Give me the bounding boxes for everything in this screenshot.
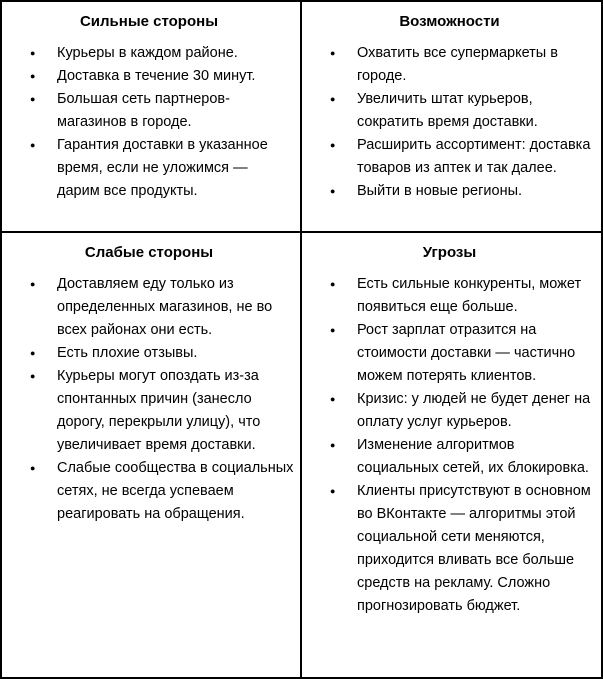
bullet-icon: ●	[330, 440, 336, 450]
list-item	[330, 480, 595, 618]
bullet-icon: ●	[330, 279, 336, 289]
list-item-text: Доставка в течение 30 минут.	[57, 68, 256, 84]
list-item-text: Увеличить штат курьеров, сократить время доставки.	[357, 91, 538, 130]
quadrant-list-threats	[302, 273, 597, 618]
bullet-icon: ●	[330, 394, 336, 404]
bullet-icon: ●	[330, 94, 336, 104]
list-item-text: Есть сильные конкуренты, может появиться еще больше.	[357, 276, 582, 315]
quadrant-title-weaknesses: Слабые стороны	[84, 244, 214, 261]
list-item-text: Кризис: у людей не будет денег на оплату услуг курьеров.	[357, 391, 591, 430]
bullet-icon: ●	[30, 94, 36, 104]
list-item-text: Охватить все супермаркеты в городе.	[357, 45, 558, 84]
list-item	[330, 42, 595, 88]
list-item	[30, 42, 294, 65]
list-item-text: Расширить ассортимент: доставка товаров из аптек и так далее.	[357, 137, 591, 176]
list-item-text: Слабые сообщества в социальных сетях, не всегда успеваем реагировать на обращения.	[57, 460, 294, 522]
list-item	[330, 388, 595, 434]
quadrant-list-strengths	[2, 42, 296, 203]
list-item	[30, 88, 294, 134]
list-item-text: Гарантия доставки в указанное время, если не уложимся — дарим все продукты.	[57, 137, 268, 199]
list-item-text: Курьеры могут опоздать из-за спонтанных причин (занесло дорогу, перекрыли улицу), что увеличивает время доставки.	[57, 368, 261, 453]
list-item-text: Курьеры в каждом районе.	[57, 45, 238, 61]
quadrant-strengths	[2, 2, 302, 233]
bullet-icon: ●	[30, 140, 36, 150]
list-item-text: Есть плохие отзывы.	[57, 345, 198, 361]
bullet-icon: ●	[30, 463, 36, 473]
list-item-text: Рост зарплат отразится на стоимости доставки — частично можем потерять клиентов.	[357, 322, 576, 384]
bullet-icon: ●	[330, 186, 336, 196]
list-item	[30, 342, 294, 365]
list-item-text: Изменение алгоритмов социальных сетей, их блокировка.	[357, 437, 589, 476]
list-item	[330, 319, 595, 388]
list-item	[330, 180, 595, 203]
list-item-text: Клиенты присутствуют в основном во ВКонтакте — алгоритмы этой социальной сети меняются, приходится вливать все больше средств на рекламу. Сложно прогнозировать бюджет.	[357, 483, 591, 614]
list-item	[30, 273, 294, 342]
bullet-icon: ●	[330, 486, 336, 496]
bullet-icon: ●	[330, 140, 336, 150]
list-item	[30, 65, 294, 88]
list-item	[330, 273, 595, 319]
list-item-text: Большая сеть партнеров-магазинов в городе.	[57, 91, 230, 130]
list-item	[330, 134, 595, 180]
bullet-icon: ●	[330, 48, 336, 58]
list-item-text: Доставляем еду только из определенных магазинов, не во всех районах они есть.	[57, 276, 273, 338]
quadrant-threats	[302, 233, 601, 677]
list-item	[330, 88, 595, 134]
list-item	[30, 134, 294, 203]
bullet-icon: ●	[30, 71, 36, 81]
quadrant-title-opportunities: Возможности	[399, 13, 500, 30]
quadrant-title-strengths: Сильные стороны	[79, 13, 219, 30]
list-item	[330, 434, 595, 480]
quadrant-weaknesses	[2, 233, 302, 677]
quadrant-list-weaknesses	[2, 273, 296, 526]
quadrant-title-threats: Угрозы	[422, 244, 477, 261]
bullet-icon: ●	[30, 279, 36, 289]
list-item	[30, 457, 294, 526]
quadrant-opportunities	[302, 2, 601, 233]
bullet-icon: ●	[30, 371, 36, 381]
list-item	[30, 365, 294, 457]
bullet-icon: ●	[30, 48, 36, 58]
list-item-text: Выйти в новые регионы.	[357, 183, 523, 199]
quadrant-list-opportunities	[302, 42, 597, 203]
bullet-icon: ●	[30, 348, 36, 358]
bullet-icon: ●	[330, 325, 336, 335]
